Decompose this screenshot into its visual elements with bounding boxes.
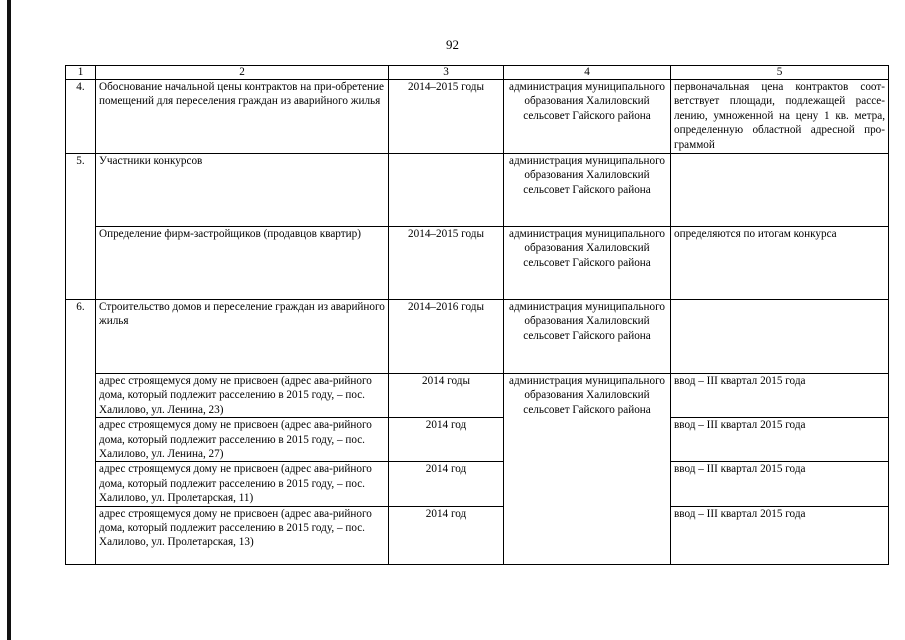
result-cell: определяются по итогам конкурса <box>671 227 889 300</box>
activity-cell: адрес строящемуся дому не присвоен (адрес ава-рийного дома, который подлежит расселению в 2015 году, – пос. Халилово, ул. Ленина, 27) <box>96 418 389 462</box>
header-col-3: 3 <box>389 66 504 80</box>
period-cell: 2014 год <box>389 462 504 506</box>
activity-cell: Участники конкурсов <box>96 154 389 227</box>
period-cell <box>389 154 504 227</box>
executor-cell: администрация муниципального образования Халиловский сельсовет Гайского района <box>504 300 671 374</box>
executor-cell: администрация муниципального образования Халиловский сельсовет Гайского района <box>504 227 671 300</box>
page-number: 92 <box>446 37 459 52</box>
executor-cell: администрация муниципального образования Халиловский сельсовет Гайского района <box>504 374 671 565</box>
header-col-5: 5 <box>671 66 889 80</box>
activity-cell: адрес строящемуся дому не присвоен (адрес ава-рийного дома, который подлежит расселению в 2015 году, – пос. Халилово, ул. Пролетарская, 13) <box>96 506 389 564</box>
executor-cell: администрация муниципального образования Халиловский сельсовет Гайского района <box>504 80 671 154</box>
result-cell: первоначальная цена контрактов соот-ветствует площади, подлежащей рассе-лению, умноженной на цену 1 кв. метра, определенную областной адресной про-граммой <box>671 80 889 154</box>
header-col-2: 2 <box>96 66 389 80</box>
period-cell: 2014 годы <box>389 374 504 418</box>
period-cell: 2014–2015 годы <box>389 227 504 300</box>
table-row <box>66 418 889 462</box>
table-row <box>66 80 889 154</box>
table-row <box>66 374 889 418</box>
table-row <box>66 506 889 564</box>
activity-cell: Обоснование начальной цены контрактов на при-обретение помещений для переселения граждан из аварийного жилья <box>96 80 389 154</box>
schedule-table <box>65 65 889 565</box>
table-row <box>66 227 889 300</box>
row-number: 5. <box>66 154 96 300</box>
header-col-1: 1 <box>66 66 96 80</box>
row-number: 6. <box>66 300 96 565</box>
result-cell <box>671 300 889 374</box>
result-cell: ввод – III квартал 2015 года <box>671 374 889 418</box>
result-cell: ввод – III квартал 2015 года <box>671 462 889 506</box>
table-row <box>66 462 889 506</box>
activity-cell: Строительство домов и переселение граждан из аварийного жилья <box>96 300 389 374</box>
period-cell: 2014–2015 годы <box>389 80 504 154</box>
header-row <box>66 66 889 80</box>
period-cell: 2014–2016 годы <box>389 300 504 374</box>
activity-cell: адрес строящемуся дому не присвоен (адрес ава-рийного дома, который подлежит расселению в 2015 году, – пос. Халилово, ул. Ленина, 23) <box>96 374 389 418</box>
result-cell: ввод – III квартал 2015 года <box>671 506 889 564</box>
row-number: 4. <box>66 80 96 154</box>
table-row <box>66 154 889 227</box>
result-cell <box>671 154 889 227</box>
period-cell: 2014 год <box>389 506 504 564</box>
period-cell: 2014 год <box>389 418 504 462</box>
binding-edge <box>7 0 11 640</box>
header-col-4: 4 <box>504 66 671 80</box>
result-cell: ввод – III квартал 2015 года <box>671 418 889 462</box>
executor-cell: администрация муниципального образования Халиловский сельсовет Гайского района <box>504 154 671 227</box>
table-row <box>66 300 889 374</box>
activity-cell: Определение фирм-застройщиков (продавцов квартир) <box>96 227 389 300</box>
activity-cell: адрес строящемуся дому не присвоен (адрес ава-рийного дома, который подлежит расселению в 2015 году, – пос. Халилово, ул. Пролетарская, 11) <box>96 462 389 506</box>
